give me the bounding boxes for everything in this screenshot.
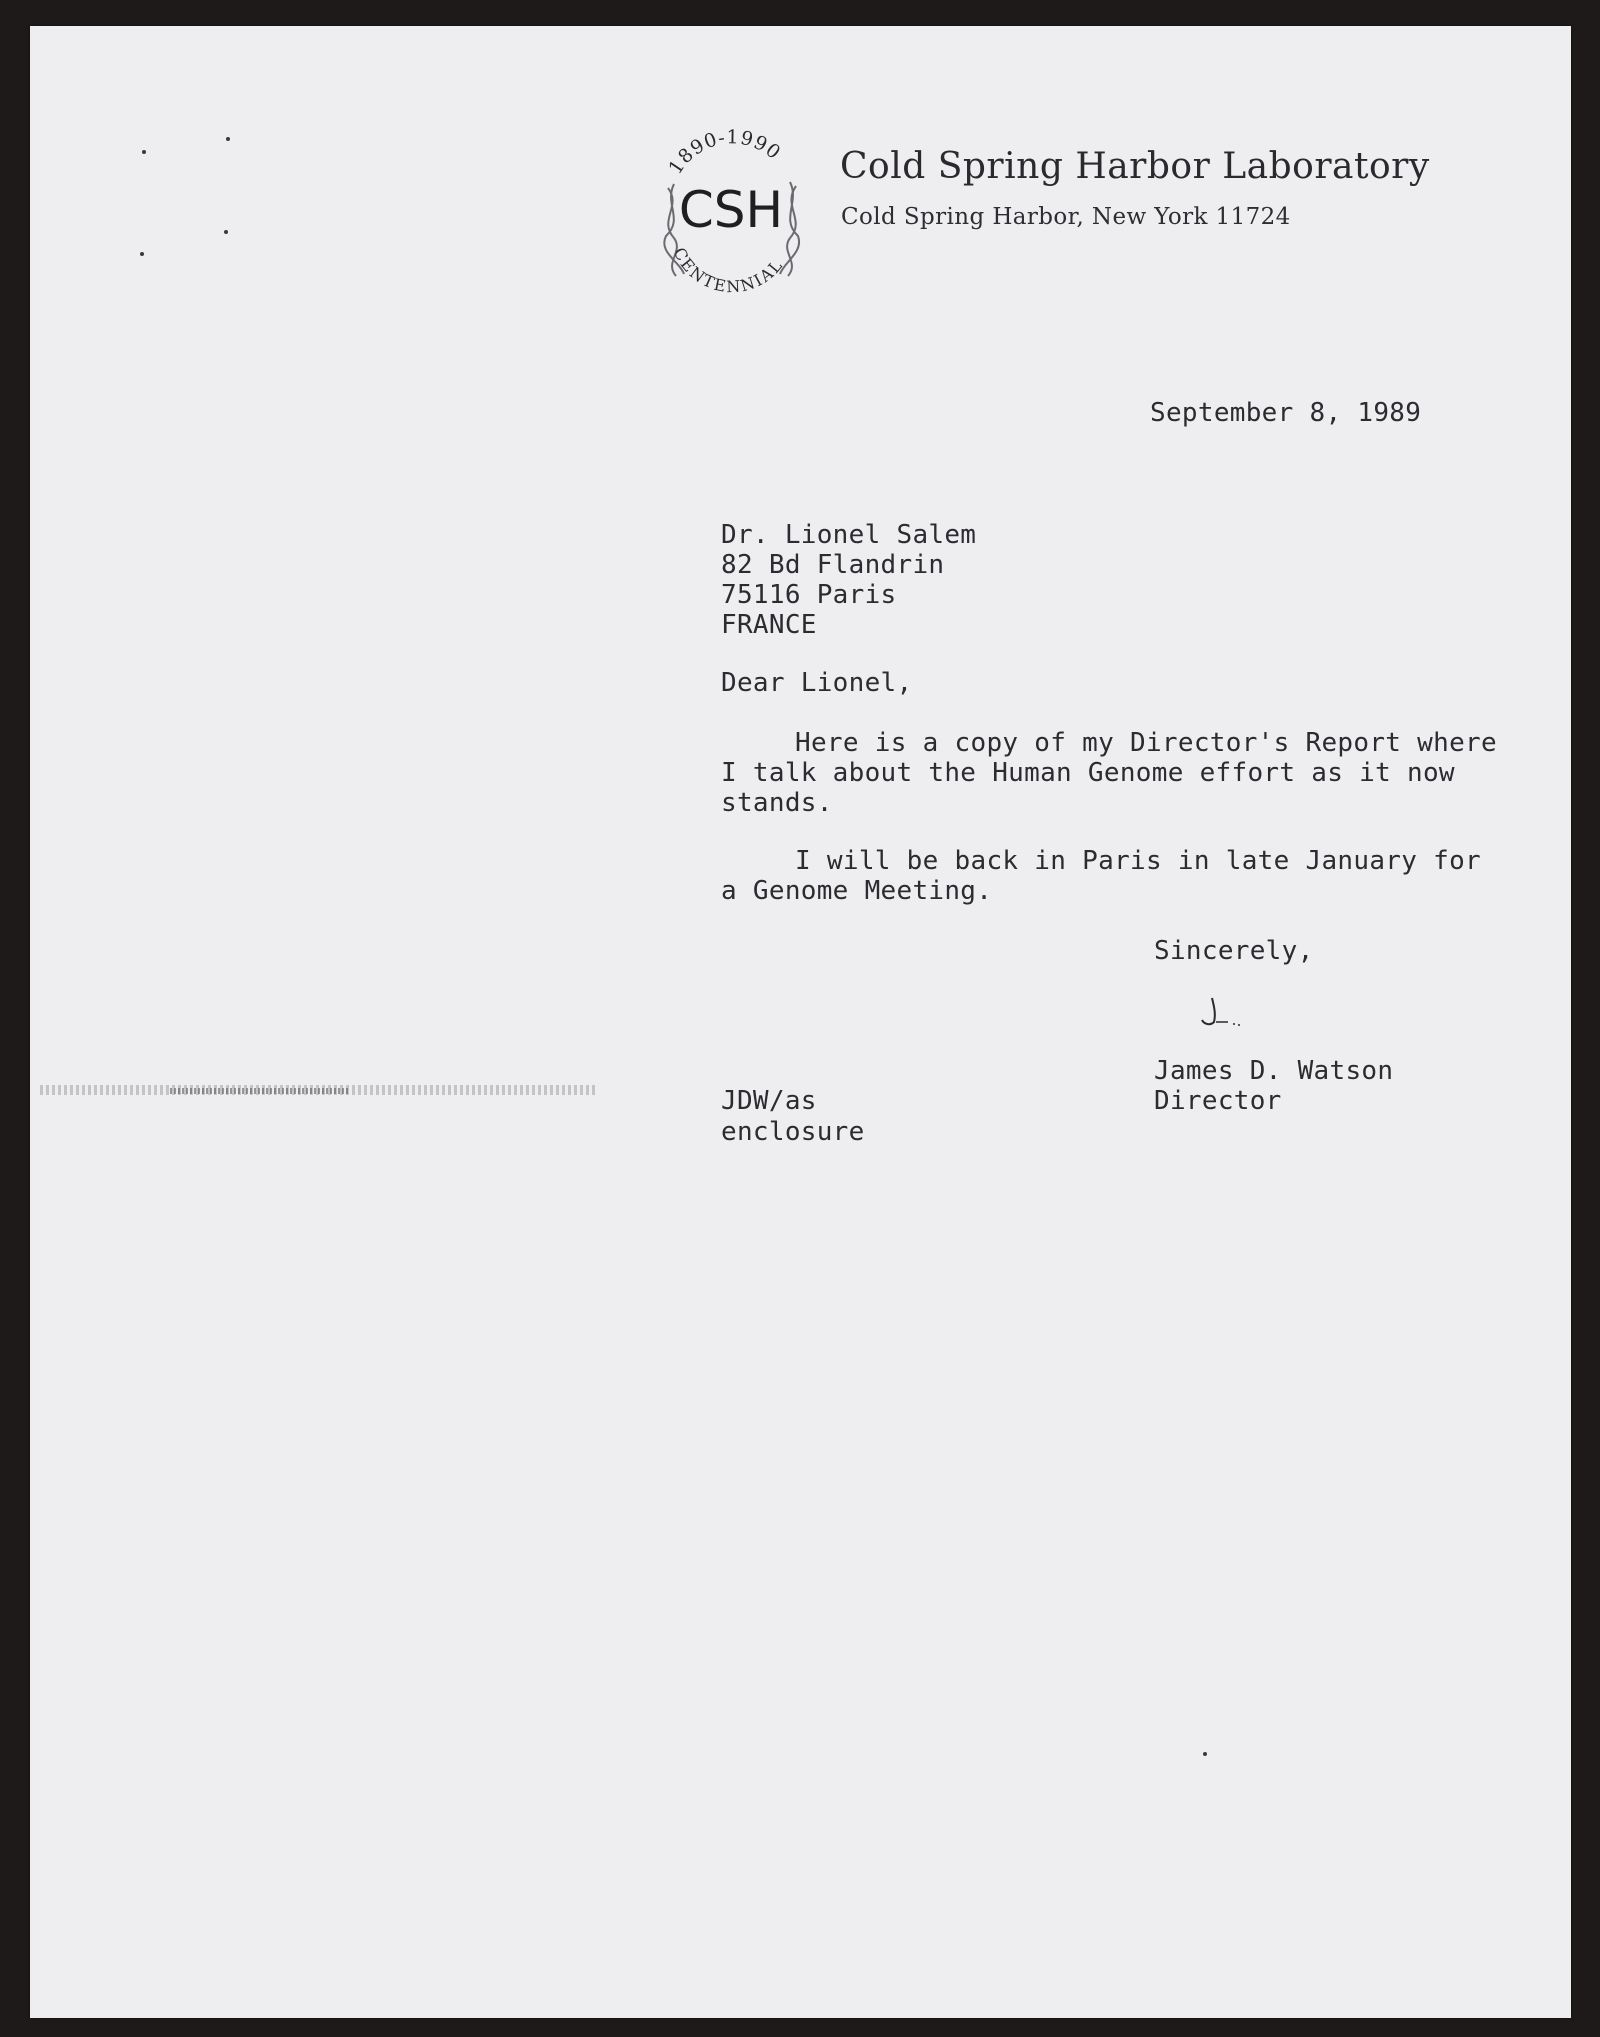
signer-name: James D. Watson xyxy=(1154,1056,1394,1086)
recipient-line: 75116 Paris xyxy=(721,580,897,610)
organization-address: Cold Spring Harbor, New York 11724 xyxy=(841,204,1291,230)
recipient-line: FRANCE xyxy=(721,610,817,640)
closing: Sincerely, xyxy=(1154,936,1314,966)
reference-initials: JDW/as xyxy=(721,1086,817,1116)
salutation: Dear Lionel, xyxy=(721,668,913,698)
seal-initials: CSH xyxy=(678,181,784,239)
body-line: stands. xyxy=(721,788,833,818)
scan-speck xyxy=(224,230,228,234)
signer-title: Director xyxy=(1154,1086,1282,1116)
scan-speck xyxy=(1203,1752,1207,1756)
letter-date: September 8, 1989 xyxy=(1150,398,1422,428)
scan-streak xyxy=(170,1088,350,1094)
scan-speck xyxy=(140,252,144,256)
letter-page xyxy=(30,26,1571,2018)
svg-text:1890-1990: 1890-1990 xyxy=(664,126,786,179)
organization-name: Cold Spring Harbor Laboratory xyxy=(840,146,1430,187)
csh-centennial-seal xyxy=(644,124,818,304)
svg-text:CENTENNIAL: CENTENNIAL xyxy=(669,244,788,297)
signature xyxy=(1198,992,1248,1032)
body-line: I talk about the Human Genome effort as it now xyxy=(721,758,1455,788)
scan-speck xyxy=(142,150,146,154)
body-line: a Genome Meeting. xyxy=(721,876,993,906)
scan-speck xyxy=(226,137,230,141)
enclosure-note: enclosure xyxy=(721,1117,865,1147)
recipient-line: 82 Bd Flandrin xyxy=(721,550,945,580)
body-line: I will be back in Paris in late January for xyxy=(795,846,1481,876)
recipient-line: Dr. Lionel Salem xyxy=(721,520,977,550)
body-line: Here is a copy of my Director's Report where xyxy=(795,728,1497,758)
